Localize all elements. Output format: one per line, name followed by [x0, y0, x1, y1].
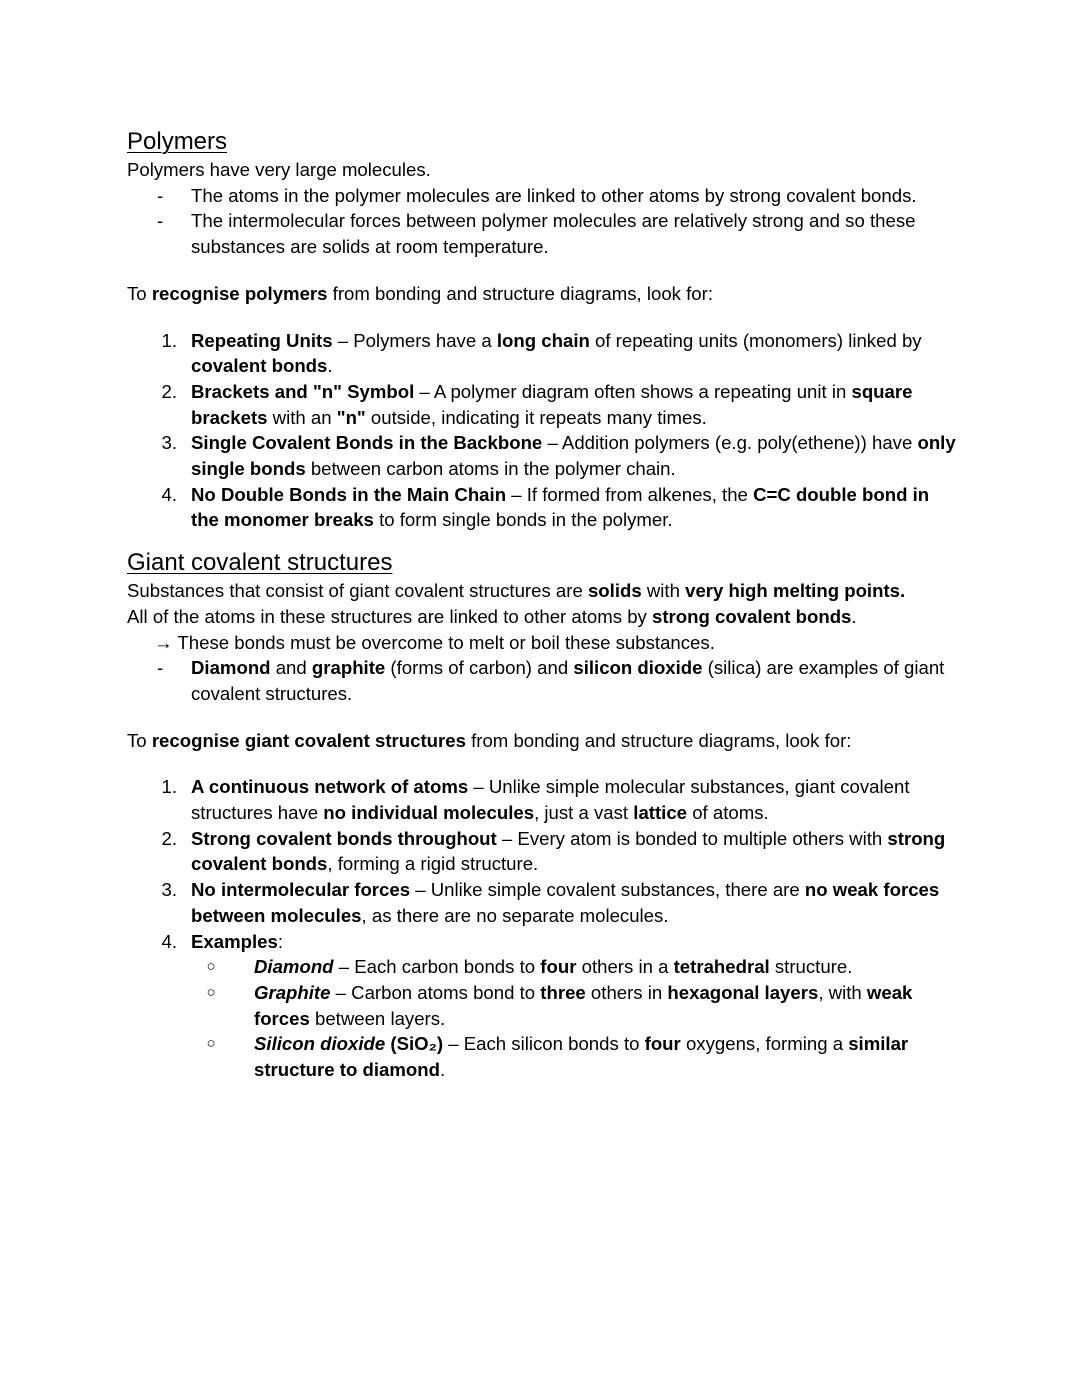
bold-run: long chain	[496, 329, 590, 351]
bold-run: solids	[587, 580, 642, 602]
polymers-heading: Polymers	[127, 128, 228, 155]
text-run: To	[127, 282, 152, 304]
bold-run: hexagonal layers	[667, 981, 819, 1003]
text-run: (forms of carbon) and	[385, 657, 574, 679]
text-run: between layers.	[309, 1007, 446, 1029]
bold-run: weak forces	[254, 981, 913, 1029]
text-run: (silica) are examples of giant covalent structures.	[191, 657, 945, 704]
text-run: to form single bonds in the polymer.	[373, 509, 673, 531]
bold-run: Silicon dioxide	[254, 1033, 386, 1055]
item-text	[191, 330, 922, 377]
bold-run: No intermolecular forces	[191, 879, 411, 901]
giant-bullet	[127, 655, 957, 706]
dash-marker: -	[157, 184, 164, 206]
numbered-item	[127, 430, 957, 481]
bold-run: silicon dioxide	[573, 657, 703, 679]
circle-bullet-icon: ○	[206, 983, 216, 1001]
text-run: and	[270, 657, 312, 679]
text-run: , just a vast	[534, 802, 634, 824]
example-text	[254, 982, 912, 1029]
numbered-item	[127, 328, 957, 379]
text-run: outside, indicating it repeats many times.	[365, 406, 707, 428]
text-run: , forming a rigid structure.	[327, 853, 539, 875]
text-run: – If formed from alkenes, the	[506, 483, 754, 505]
bullet-text	[191, 657, 944, 704]
text-run: , with	[818, 981, 867, 1003]
bold-run: similar structure to diamond	[254, 1033, 909, 1081]
giant-bullets	[127, 655, 957, 706]
bold-run: strong covalent bonds	[191, 827, 946, 875]
bold-run: Examples	[191, 930, 278, 952]
text-run: oxygens, forming a	[680, 1033, 849, 1055]
giant-recognise-line	[127, 728, 957, 754]
text-run: with an	[267, 406, 337, 428]
text-run: :	[277, 930, 283, 952]
bullet-text: The atoms in the polymer molecules are linked to other atoms by strong covalent bonds.	[191, 184, 917, 206]
item-text	[191, 931, 283, 952]
text-run: with	[641, 580, 686, 602]
example-item	[127, 1031, 957, 1082]
polymers-bullets	[127, 183, 957, 260]
text-run: – Unlike simple molecular substances, giant covalent structures have	[191, 776, 910, 824]
bold-run: Single Covalent Bonds in the Backbone	[191, 432, 543, 454]
bold-run: no weak forces between molecules	[191, 879, 940, 926]
bold-run: covalent bonds	[191, 355, 328, 377]
text-run: of atoms.	[687, 802, 769, 824]
text-run: – Unlike simple covalent substances, there are	[410, 879, 805, 901]
polymers-intro: Polymers have very large molecules.	[127, 159, 431, 180]
example-text	[254, 956, 852, 977]
bold-run: C=C double bond in the monomer breaks	[191, 483, 930, 531]
bold-run: Diamond	[254, 956, 334, 978]
bold-run: square brackets	[191, 380, 913, 428]
numbered-item	[127, 929, 957, 955]
text-run: – Each carbon bonds to	[333, 956, 541, 978]
text-run: All of the atoms in these structures are linked to other atoms by	[127, 605, 653, 627]
numbered-item	[127, 774, 957, 825]
bold-run: lattice	[633, 802, 688, 824]
bold-run: very high melting points.	[685, 580, 906, 602]
bold-run: "n"	[336, 406, 366, 428]
polymers-numbered-list	[127, 328, 957, 534]
bold-run: tetrahedral	[673, 956, 770, 978]
dash-marker: -	[157, 210, 164, 232]
text-run: – Polymers have a	[332, 329, 497, 351]
bold-run: Brackets and "n" Symbol	[191, 380, 415, 402]
dash-marker: -	[157, 657, 164, 679]
bold-run: graphite	[311, 657, 386, 679]
item-text	[191, 828, 945, 875]
bold-run: no individual molecules	[323, 802, 535, 824]
circle-bullet-icon: ○	[206, 1035, 216, 1053]
giant-line-2	[127, 604, 957, 630]
text-run: .	[439, 1059, 446, 1081]
giant-arrow-line: → These bonds must be overcome to melt or boil these substances.	[154, 631, 715, 653]
text-run: .	[851, 605, 857, 627]
item-number: 1.	[161, 776, 177, 798]
bold-run: A continuous network of atoms	[191, 776, 469, 798]
item-text	[191, 432, 956, 479]
numbered-item	[127, 379, 957, 430]
bold-run: strong covalent bonds	[652, 605, 852, 627]
text-run: of repeating units (monomers) linked by	[589, 329, 922, 351]
text-run: – Carbon atoms bond to	[330, 981, 541, 1003]
item-number: 3.	[161, 879, 177, 901]
giant-line-1	[127, 578, 957, 604]
bold-run: (SiO₂)	[385, 1033, 444, 1055]
giant-heading: Giant covalent structures	[127, 549, 393, 577]
bullet-text: The intermolecular forces between polymer molecules are relatively strong and so these substances are solids at room temperature.	[191, 210, 916, 258]
item-number: 3.	[161, 432, 177, 454]
bold-run: recognise giant covalent structures	[151, 729, 466, 751]
item-number: 2.	[161, 827, 177, 849]
bold-run: Diamond	[191, 657, 271, 679]
item-number: 1.	[161, 329, 177, 351]
item-number: 2.	[161, 380, 177, 402]
numbered-item	[127, 482, 957, 533]
polymers-bullet	[127, 183, 957, 209]
polymers-bullet	[127, 208, 957, 259]
text-run: structure.	[769, 956, 853, 978]
bold-run: four	[540, 956, 577, 978]
item-text	[191, 776, 910, 823]
item-number: 4.	[161, 483, 177, 505]
text-run: .	[327, 355, 333, 377]
bold-run: three	[540, 981, 586, 1003]
bold-run: Repeating Units	[191, 329, 333, 351]
example-item	[127, 954, 957, 980]
bold-run: No Double Bonds in the Main Chain	[191, 483, 507, 505]
bold-run: Graphite	[254, 981, 331, 1003]
text-run: To	[127, 729, 152, 751]
item-text	[191, 484, 929, 531]
text-run: Substances that consist of giant covalent structures are	[127, 580, 588, 602]
item-text	[191, 381, 912, 428]
text-run: others in a	[576, 956, 674, 978]
giant-examples-list	[127, 954, 957, 1083]
text-run: – Addition polymers (e.g. poly(ethene)) have	[542, 432, 918, 454]
text-run: between carbon atoms in the polymer chain.	[305, 458, 676, 480]
text-run: from bonding and structure diagrams, look for:	[327, 282, 713, 304]
document-page	[127, 127, 957, 1083]
numbered-item	[127, 877, 957, 928]
example-item	[127, 980, 957, 1031]
bold-run: four	[644, 1033, 681, 1055]
giant-numbered-list	[127, 774, 957, 954]
item-text	[191, 879, 939, 926]
text-run: – Each silicon bonds to	[443, 1033, 645, 1055]
text-run: from bonding and structure diagrams, look for:	[465, 729, 852, 751]
item-number: 4.	[161, 930, 177, 952]
text-run: – A polymer diagram often shows a repeating unit in	[414, 380, 852, 402]
circle-bullet-icon: ○	[206, 958, 216, 976]
polymers-recognise-line	[127, 281, 957, 307]
example-text	[254, 1033, 908, 1080]
bold-run: only single bonds	[191, 432, 956, 480]
bold-run: recognise polymers	[151, 282, 328, 304]
bold-run: Strong covalent bonds throughout	[191, 827, 497, 849]
numbered-item	[127, 826, 957, 877]
text-run: – Every atom is bonded to multiple others with	[496, 827, 888, 849]
text-run: , as there are no separate molecules.	[361, 904, 669, 926]
text-run: others in	[585, 981, 668, 1003]
